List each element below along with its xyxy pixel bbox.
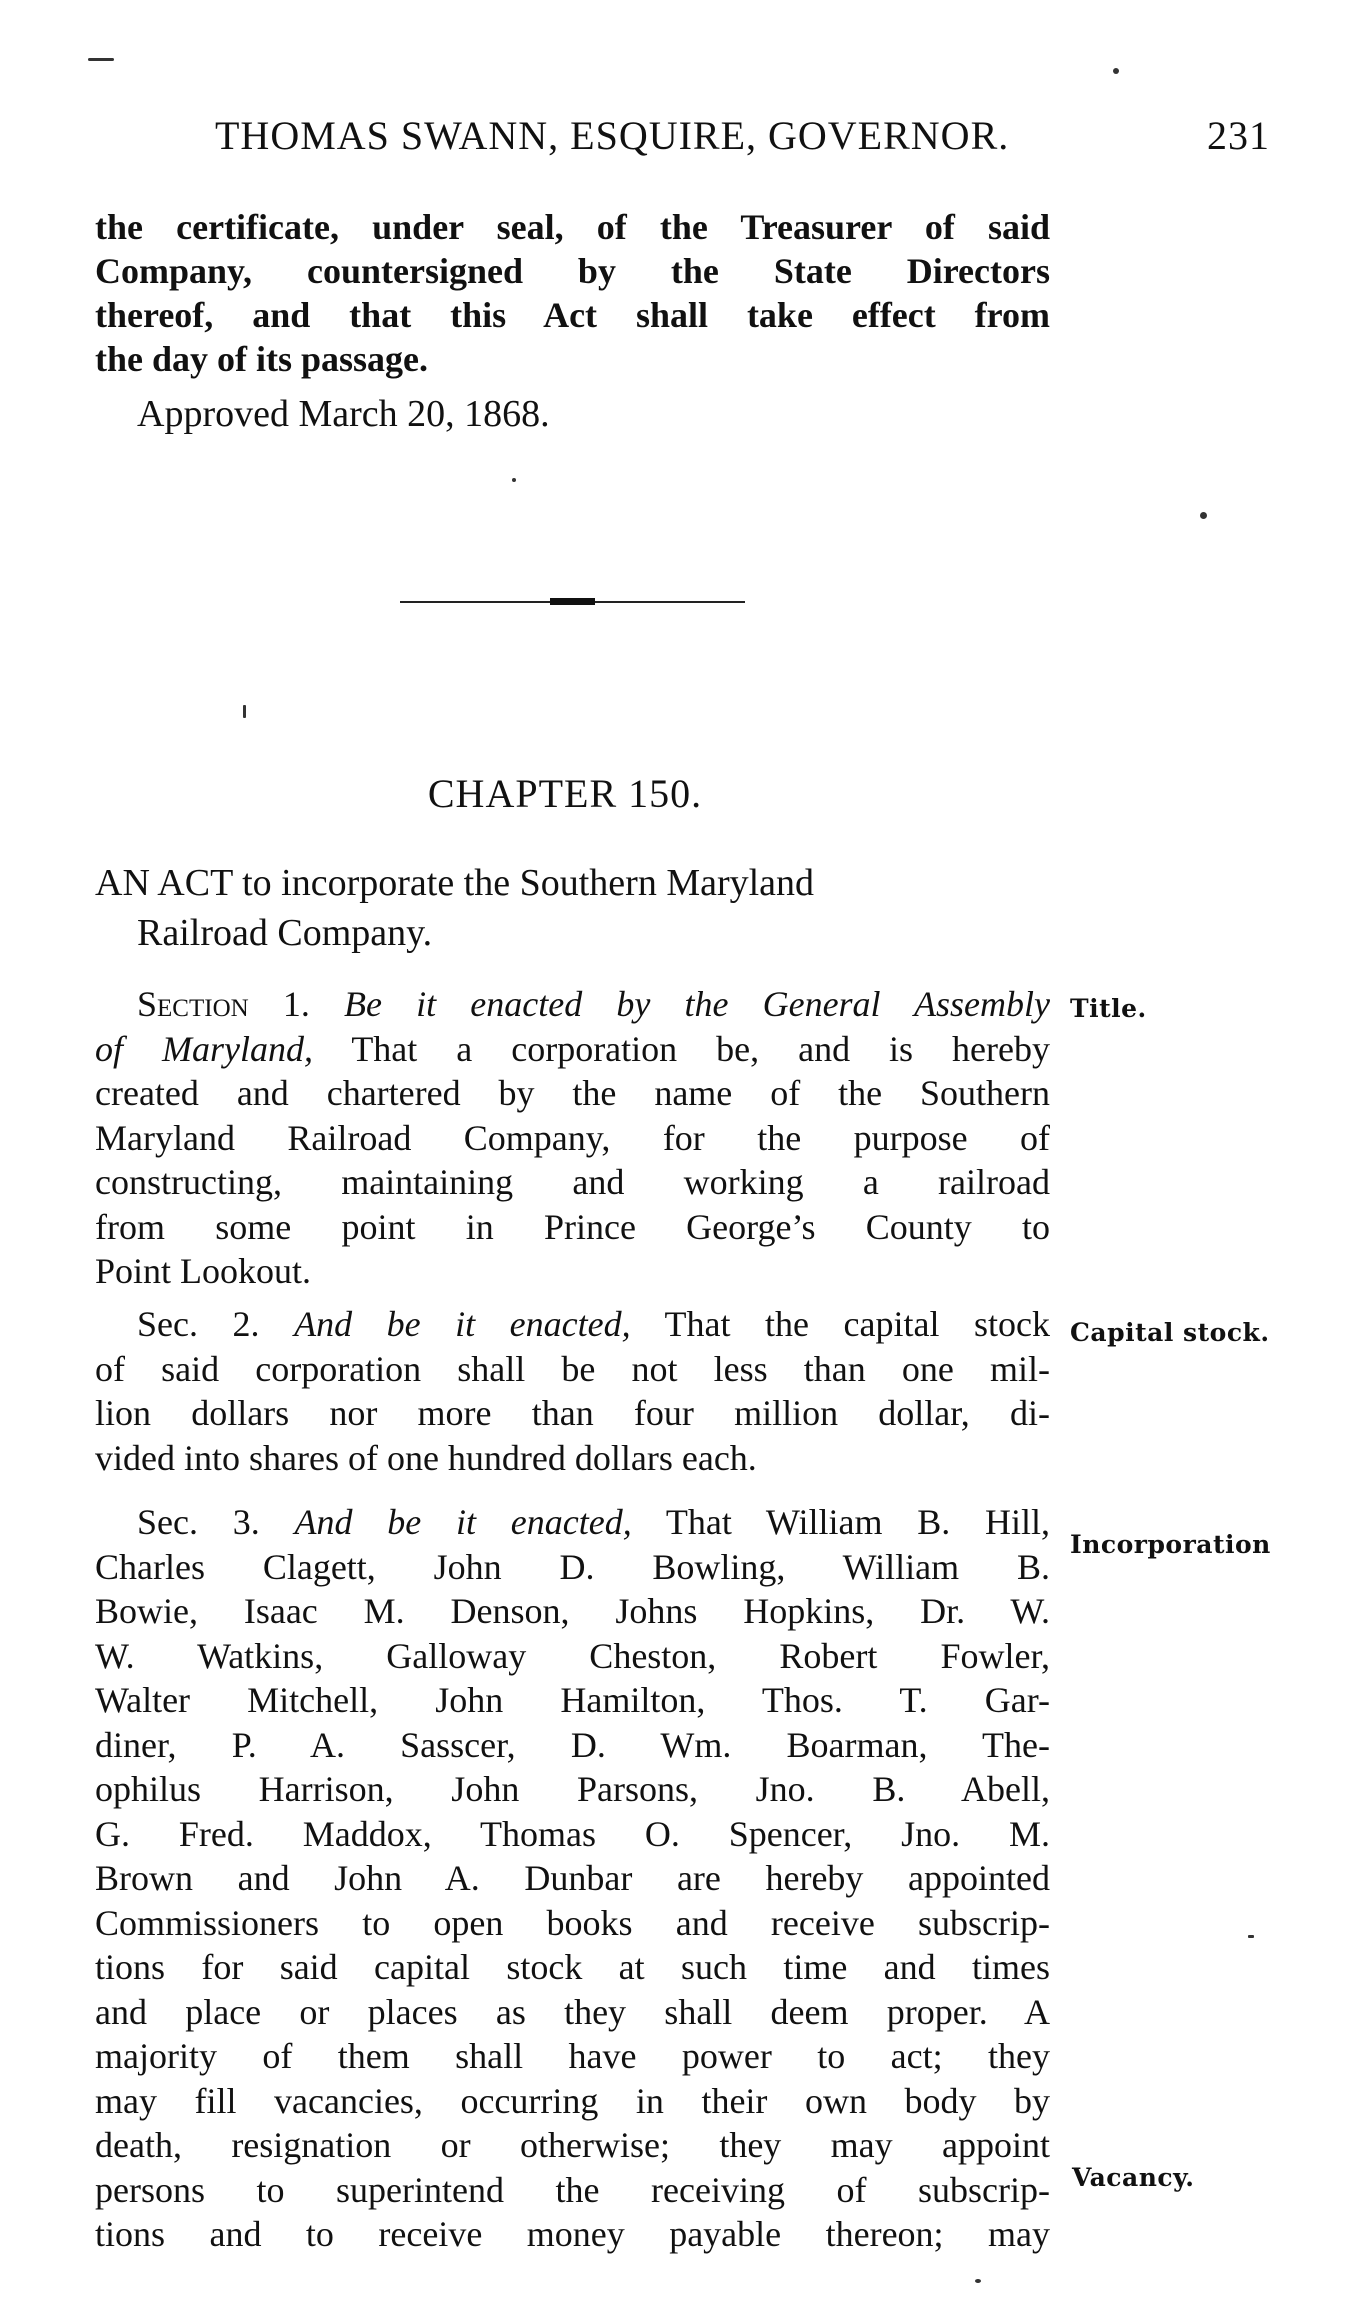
text-line: diner, P. A. Sasscer, D. Wm. Boarman, The-	[95, 1724, 1050, 1765]
section-1	[95, 982, 1050, 1294]
section-divider	[400, 598, 745, 606]
scan-speck	[88, 58, 114, 61]
act-title	[95, 858, 1050, 958]
scan-speck	[512, 478, 516, 482]
text-line: persons to superintend the receiving of subscrip-	[95, 2169, 1050, 2210]
scan-speck	[1113, 68, 1119, 74]
enacting-clause: And be it enacted,	[294, 1304, 631, 1344]
scan-speck	[1248, 1935, 1254, 1938]
enacting-clause: And be it enacted,	[294, 1502, 632, 1542]
text-line: and place or places as they shall deem proper. A	[95, 1991, 1050, 2032]
continuation-paragraph	[95, 205, 1050, 381]
section-3	[95, 1500, 1050, 2257]
text-line: constructing, maintaining and working a railroad	[95, 1162, 1050, 1202]
approval-date: Approved March 20, 1868.	[137, 393, 550, 435]
scan-speck	[243, 705, 246, 718]
text-line: Company, countersigned by the State Directors	[95, 251, 1050, 291]
margin-note-vacancy: Vacancy.	[1072, 2163, 1195, 2192]
text-line: lion dollars nor more than four million dollar, di-	[95, 1393, 1050, 1433]
text-line: W. Watkins, Galloway Cheston, Robert Fowler,	[95, 1635, 1050, 1676]
text-line: of said corporation shall be not less than one mil-	[95, 1348, 1050, 1389]
text-line: Maryland Railroad Company, for the purpose of	[95, 1117, 1050, 1158]
running-head-title: THOMAS SWANN, ESQUIRE, GOVERNOR.	[215, 113, 1010, 158]
text-line: tions for said capital stock at such time and times	[95, 1947, 1050, 1987]
text-line: created and chartered by the name of the Southern	[95, 1073, 1050, 1113]
text-fragment: That William B. Hill,	[665, 1502, 1050, 1542]
section-label: Sec. 2.	[137, 1304, 260, 1344]
enacting-clause-cont: of Maryland,	[95, 1028, 313, 1069]
margin-note-incorporation: Incorporation	[1070, 1530, 1271, 1559]
text-line: death, resignation or otherwise; they may appoint	[95, 2125, 1050, 2165]
text-line: majority of them shall have power to act; they	[95, 2036, 1050, 2076]
text-line: Commissioners to open books and receive subscrip-	[95, 1902, 1050, 1943]
scan-speck	[1200, 512, 1207, 519]
enacting-clause: Be it enacted by the General Assembly	[343, 984, 1051, 1024]
text-line: ophilus Harrison, John Parsons, Jno. B. Abell,	[95, 1769, 1050, 1809]
text-line: the certificate, under seal, of the Treasurer of said	[95, 207, 1050, 247]
margin-note-title: Title.	[1070, 994, 1147, 1023]
scan-speck	[975, 2279, 981, 2283]
page-number: 231	[1207, 113, 1270, 158]
text-line: from some point in Prince George’s County to	[95, 1206, 1050, 1247]
section-label: Sec. 3.	[137, 1502, 260, 1542]
section-2	[95, 1302, 1050, 1480]
text-line: tions and to receive money payable thereon; may	[95, 2214, 1050, 2254]
running-head	[215, 112, 1270, 159]
section-label: Section 1.	[137, 984, 310, 1024]
text-line: may fill vacancies, occurring in their own body by	[95, 2080, 1050, 2121]
text-fragment: That the capital stock	[664, 1304, 1050, 1344]
text-line: Bowie, Isaac M. Denson, Johns Hopkins, Dr. W.	[95, 1591, 1050, 1631]
text-line: thereof, and that this Act shall take effect from	[95, 295, 1050, 335]
text-line: Point Lookout.	[95, 1251, 312, 1291]
text-line: vided into shares of one hundred dollars each.	[95, 1437, 757, 1478]
text-line: Charles Clagett, John D. Bowling, William B.	[95, 1546, 1050, 1587]
text-line: the day of its passage.	[95, 339, 429, 379]
act-title-line: Railroad Company.	[137, 912, 433, 954]
text-line: Walter Mitchell, John Hamilton, Thos. T. Gar-	[95, 1680, 1050, 1720]
chapter-heading: CHAPTER 150.	[427, 771, 703, 816]
text-fragment: That a corporation be, and is hereby	[351, 1028, 1050, 1069]
margin-note-capital-stock: Capital stock.	[1070, 1318, 1270, 1347]
text-line: Brown and John A. Dunbar are hereby appointed	[95, 1858, 1050, 1898]
act-title-line: AN ACT to incorporate the Southern Maryland	[95, 862, 815, 904]
text-line: G. Fred. Maddox, Thomas O. Spencer, Jno. M.	[95, 1813, 1050, 1854]
